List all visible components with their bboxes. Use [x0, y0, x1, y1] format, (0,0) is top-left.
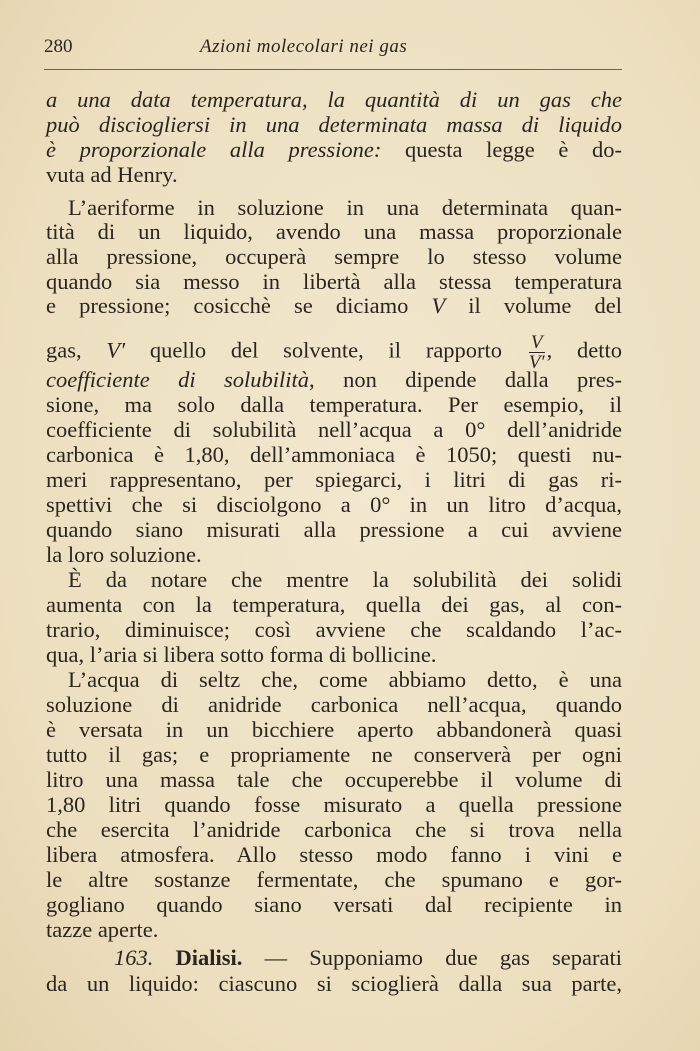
text-line: [46, 269, 622, 295]
fraction-numerator: V: [529, 333, 545, 353]
text-line: [46, 917, 622, 943]
text-line: [46, 892, 622, 918]
text-segment: 1,80 litri quando fosse misurato a quella pressione: [46, 792, 622, 817]
text-segment: quello del solvente, il rapporto: [125, 337, 527, 363]
text-segment: coefficiente di solubilità nell’acqua a 0° dell’anidride: [46, 417, 622, 442]
text-line: [46, 467, 622, 493]
italic-text: V′: [106, 337, 126, 363]
text-segment: tazze aperte.: [46, 917, 159, 942]
page-number: 280: [44, 36, 73, 57]
text-line: [46, 293, 622, 319]
text-line: [46, 617, 622, 643]
italic-text: a una data temperatura, la quantità di un gas che: [46, 87, 622, 112]
italic-text: può disciogliersi in una determinata massa di liquido: [46, 112, 622, 137]
text-line: [46, 971, 622, 997]
text-segment: sione, ma solo dalla temperatura. Per esempio, il: [46, 392, 622, 417]
text-line: [46, 162, 622, 188]
text-line: [46, 442, 622, 468]
text-segment: questa legge è do-: [381, 137, 622, 162]
text-line: [46, 112, 622, 138]
text-line: [46, 717, 622, 743]
text-segment: tità di un liquido, avendo una massa proporzionale: [46, 219, 622, 244]
text-segment: L’aeriforme in soluzione in una determinata quan-: [68, 195, 622, 220]
text-line: [46, 692, 622, 718]
text-segment: qua, l’aria si libera sotto forma di bollicine.: [46, 642, 437, 667]
text-line: [46, 195, 622, 221]
text-segment: libera atmosfera. Allo stesso modo fanno i vini e: [46, 842, 622, 867]
text-segment: litro una massa tale che occuperebbe il volume di: [46, 767, 622, 792]
text-line: [46, 667, 622, 693]
text-segment: è versata in un bicchiere aperto abbandonerà quasi: [46, 717, 622, 742]
text-segment: la loro soluzione.: [46, 542, 202, 567]
text-line: [46, 492, 622, 518]
text-segment: È da notare che mentre la solubilità dei solidi: [68, 567, 622, 592]
fraction-denominator: V′: [528, 352, 545, 373]
text-segment: soluzione di anidride carbonica nell’acqua, quando: [46, 692, 622, 717]
text-line: [46, 867, 622, 893]
text-segment: e pressione; cosicchè se diciamo: [46, 293, 432, 318]
text-segment: che esercita l’anidride carbonica che si trova nella: [46, 817, 622, 842]
text-line: [46, 742, 622, 768]
running-title: Azioni molecolari nei gas: [200, 36, 408, 57]
text-line: [46, 542, 622, 568]
text-line: [46, 392, 622, 418]
text-line: [46, 567, 622, 593]
text-line: [46, 367, 622, 393]
text-line: [46, 332, 622, 373]
text-line: [46, 417, 622, 443]
header-rule: [44, 69, 622, 70]
text-segment: gogliano quando siano versati dal recipiente in: [46, 892, 622, 917]
text-segment: L’acqua di seltz che, come abbiamo detto, è una: [68, 667, 622, 692]
italic-text: V: [431, 293, 446, 318]
text-line: [46, 87, 622, 113]
text-segment: meri rappresentano, per spiegarci, i litri di gas ri-: [46, 467, 622, 492]
text-segment: da un liquido: ciascuno si scioglierà dalla sua parte,: [46, 971, 622, 996]
section-heading: Dialisi.: [175, 945, 243, 970]
text-segment: , detto: [546, 337, 622, 363]
text-line: [46, 592, 622, 618]
text-line: [46, 842, 622, 868]
text-segment: spettivi che si disciolgono a 0° in un litro d’acqua,: [46, 492, 622, 517]
text-segment: vuta ad Henry.: [46, 162, 178, 187]
italic-text: è proporzionale alla pressione:: [46, 137, 382, 162]
text-line: [46, 219, 622, 245]
text-segment: alla pressione, occuperà sempre lo stesso volume: [46, 244, 622, 269]
text-segment: tutto il gas; e propriamente ne conserverà per ogni: [46, 742, 622, 767]
text-line: [46, 767, 622, 793]
text-segment: [153, 945, 175, 970]
text-segment: trario, diminuisce; così avviene che scaldando l’ac-: [46, 617, 622, 642]
text-line: [46, 517, 622, 543]
text-segment: gas,: [46, 337, 107, 363]
italic-text: coefficiente di solubilità: [46, 367, 310, 392]
text-line: [46, 817, 622, 843]
text-segment: quando siano misurati alla pressione a cui avviene: [46, 517, 622, 542]
text-segment: il volume del: [445, 293, 622, 318]
text-line: [46, 244, 622, 270]
text-segment: , non dipende dalla pres-: [309, 367, 622, 392]
text-segment: carbonica è 1,80, dell’ammoniaca è 1050; questi nu-: [46, 442, 622, 467]
italic-text: 163.: [114, 945, 154, 970]
text-line: [46, 945, 622, 971]
text-line: [46, 137, 622, 163]
text-line: [46, 792, 622, 818]
text-line: [46, 642, 622, 668]
text-segment: aumenta con la temperatura, quella dei gas, al con-: [46, 592, 622, 617]
text-segment: — Supponiamo due gas separati: [242, 945, 622, 970]
text-segment: le altre sostanze fermentate, che spumano e gor-: [46, 867, 622, 892]
text-segment: quando sia messo in libertà alla stessa temperatura: [46, 269, 622, 294]
